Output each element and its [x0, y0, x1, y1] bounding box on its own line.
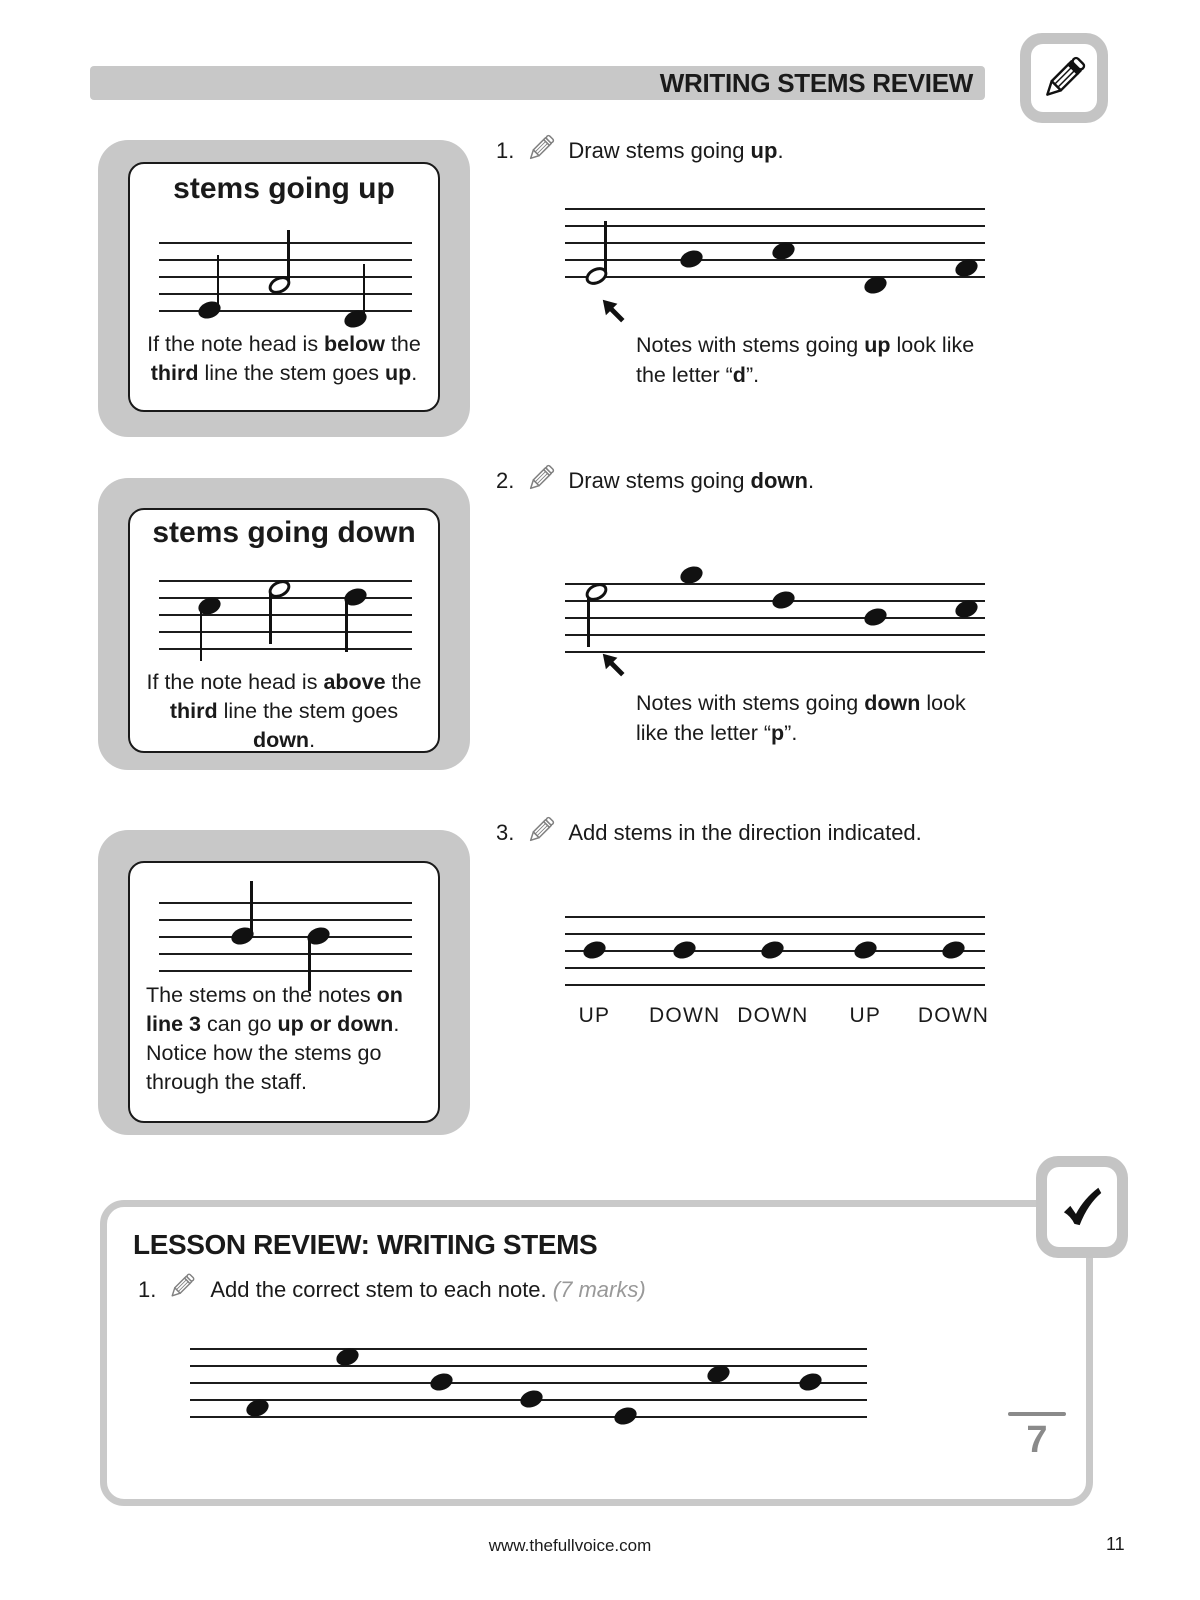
text-segment: If the note head is	[147, 332, 325, 356]
pencil-badge	[1020, 33, 1108, 123]
staff-line	[159, 597, 412, 599]
text-segment: Notes with stems going	[636, 333, 865, 357]
staff-line	[565, 259, 985, 261]
exercise-number: 3.	[496, 820, 515, 845]
info-box-line3	[98, 830, 470, 1135]
staff-line	[159, 242, 412, 244]
text-segment: up	[864, 333, 891, 357]
arrow-up-left-icon	[599, 650, 633, 684]
staff-line	[159, 631, 412, 633]
text-segment: . Notice how the stems go through the staff.	[146, 1012, 400, 1094]
pencil-icon	[523, 130, 559, 166]
info-box-title: stems going down	[152, 516, 416, 549]
text-segment: The stems on the notes	[146, 983, 377, 1007]
direction-label: UP	[849, 1004, 882, 1027]
exercise-2-label	[496, 466, 814, 496]
note-head	[759, 938, 786, 961]
staff-line	[565, 225, 985, 227]
text-segment: .	[309, 728, 316, 752]
text-segment: Add the correct stem to each note.	[210, 1277, 553, 1302]
pencil-icon	[523, 812, 559, 848]
text-segment: third	[169, 699, 218, 723]
text-segment: .	[411, 361, 418, 385]
staff-line	[190, 1365, 867, 1367]
music-staff	[565, 904, 985, 996]
staff-line	[159, 970, 412, 972]
text-segment: Add stems in the direction indicated.	[568, 820, 922, 845]
text-segment: on line 3	[146, 983, 403, 1036]
staff-line	[565, 916, 985, 918]
text-segment: ”.	[745, 363, 760, 387]
music-staff	[159, 568, 412, 664]
pencil-icon	[523, 460, 559, 496]
pencil-icon	[165, 1269, 201, 1305]
text-segment: down	[252, 728, 310, 752]
direction-label: DOWN	[649, 1004, 721, 1027]
info-box-card	[128, 508, 440, 753]
note-head	[797, 1370, 824, 1393]
info-box-stems-down	[98, 478, 470, 770]
note-head	[518, 1387, 545, 1410]
text-segment: above	[323, 670, 386, 694]
staff-line	[190, 1348, 867, 1350]
staff-line	[159, 936, 412, 938]
header-bar	[90, 66, 985, 100]
direction-label: DOWN	[737, 1004, 809, 1027]
note-head	[862, 605, 889, 628]
exercise-number: 1.	[138, 1277, 157, 1302]
info-box-caption	[136, 668, 432, 755]
text-segment: Notes with stems going	[636, 691, 865, 715]
info-box-caption	[138, 330, 430, 388]
staff-line	[190, 1416, 867, 1418]
text-segment: the	[385, 670, 422, 694]
staff-line	[565, 967, 985, 969]
text-segment: up	[750, 138, 778, 163]
staff-line	[159, 919, 412, 921]
note-head	[581, 938, 608, 961]
text-segment: up or down	[277, 1012, 394, 1036]
exercise-caption	[636, 688, 986, 748]
exercise-1-label	[496, 136, 784, 166]
text-segment: Draw stems going	[568, 138, 751, 163]
page-title: WRITING STEMS REVIEW	[659, 68, 973, 98]
review-title: LESSON REVIEW: WRITING STEMS	[133, 1229, 598, 1260]
info-box-caption	[146, 981, 428, 1097]
text-segment: can go	[200, 1012, 278, 1036]
staff-line	[159, 259, 412, 261]
info-box-title: stems going up	[173, 172, 395, 205]
note-head	[428, 1370, 455, 1393]
score-blank-line	[1008, 1412, 1066, 1416]
text-segment: look like the letter “	[636, 691, 966, 745]
text-segment: line the stem goes	[198, 361, 385, 385]
exercise-number: 1.	[496, 138, 515, 163]
check-icon	[1047, 1167, 1117, 1247]
staff-line	[565, 242, 985, 244]
note-head	[671, 938, 698, 961]
note-head	[770, 588, 797, 611]
arrow-up-left-icon	[599, 296, 633, 330]
text-segment: ”.	[784, 721, 798, 745]
music-staff	[159, 228, 412, 328]
exercise-instruction	[568, 466, 814, 494]
staff-line	[565, 208, 985, 210]
footer-url: www.thefullvoice.com	[488, 1536, 652, 1555]
review-instruction	[210, 1275, 645, 1303]
staff-line	[565, 634, 985, 636]
text-segment: .	[807, 468, 815, 493]
note-head	[677, 247, 704, 270]
music-staff	[565, 194, 985, 294]
staff-line	[159, 902, 412, 904]
text-segment: the	[384, 332, 421, 356]
check-badge	[1036, 1156, 1128, 1258]
staff-line	[565, 984, 985, 986]
text-segment: down	[864, 691, 921, 715]
staff-line	[565, 933, 985, 935]
staff-line	[565, 276, 985, 278]
staff-line	[159, 953, 412, 955]
exercise-instruction	[568, 818, 921, 846]
score-total: 7	[1026, 1419, 1048, 1461]
exercise-instruction	[568, 136, 783, 164]
text-segment: (7 marks)	[552, 1277, 646, 1302]
text-segment: below	[324, 332, 385, 356]
pencil-icon	[1031, 44, 1097, 112]
note-head	[852, 938, 879, 961]
page-number: 11	[1106, 1534, 1125, 1554]
direction-label: DOWN	[917, 1004, 990, 1027]
note-head	[612, 1404, 639, 1427]
staff-line	[159, 293, 412, 295]
music-staff	[159, 878, 412, 992]
exercise-number: 2.	[496, 468, 515, 493]
staff-line	[190, 1382, 867, 1384]
text-segment: look like the letter “	[636, 333, 975, 387]
info-box-card	[128, 162, 440, 412]
staff-line	[565, 583, 985, 585]
staff-line	[159, 648, 412, 650]
exercise-3-label	[496, 818, 922, 848]
text-segment: up	[384, 361, 412, 385]
text-segment: d	[732, 363, 746, 387]
review-item-label	[138, 1275, 646, 1305]
text-segment: down	[750, 468, 808, 493]
text-segment: line the stem goes	[217, 699, 399, 723]
text-segment: Draw stems going	[568, 468, 751, 493]
direction-label: UP	[578, 1004, 611, 1027]
lesson-review-box	[100, 1200, 1093, 1506]
music-staff	[190, 1332, 867, 1432]
text-segment: .	[777, 138, 784, 163]
text-segment: If the note head is	[146, 670, 324, 694]
note-stem	[287, 230, 290, 285]
text-segment: third	[150, 361, 199, 385]
staff-line	[159, 614, 412, 616]
info-box-stems-up	[98, 140, 470, 437]
info-box-card	[128, 861, 440, 1123]
exercise-caption	[636, 330, 981, 390]
staff-line	[565, 617, 985, 619]
text-segment: p	[771, 721, 785, 745]
note-head	[940, 938, 967, 961]
note-stem	[345, 597, 348, 652]
staff-line	[159, 310, 412, 312]
direction-labels	[565, 1004, 990, 1030]
